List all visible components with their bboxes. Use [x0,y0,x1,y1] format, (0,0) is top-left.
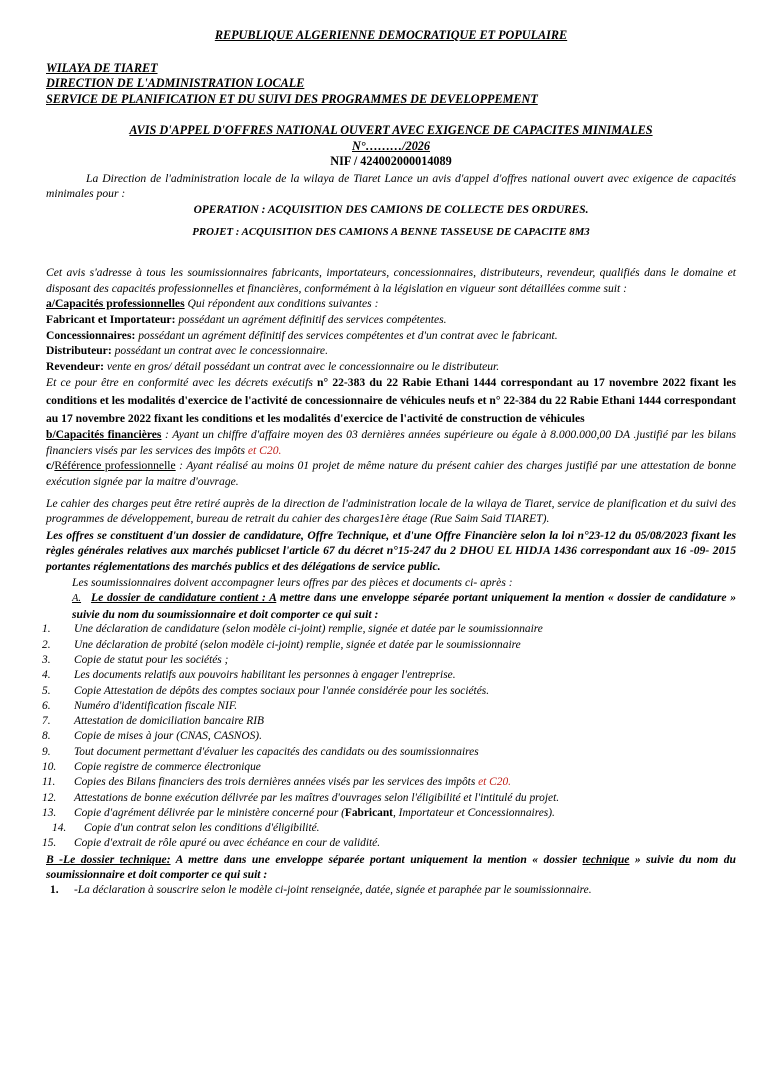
section-b-title: B -Le dossier technique: [46,852,171,866]
projet-line: PROJET : ACQUISITION DES CAMIONS A BENNE TASSEUSE DE CAPACITE 8M3 [192,225,590,238]
section-c-label: Référence professionnelle [54,459,176,473]
candidature-list [42,622,736,851]
revendeur-label: Revendeur: [46,359,104,373]
concessionnaires-label: Concessionnaires: [46,328,136,342]
avis-title: AVIS D'APPEL D'OFFRES NATIONAL OUVERT AVEC EXIGENCE DE CAPACITES MINIMALES [129,123,653,138]
list-item: 3. Copie de statut pour les sociétés ; [42,653,229,666]
avis-number: N°………/2026 [352,138,430,153]
section-b-instructions-2: » suivie du nom du soumissionnaire et doit comporter ce qui suit : [46,852,736,882]
fabricant-line [46,312,736,328]
section-c-text: : Ayant réalisé au moins 01 projet de même nature du présent cahier des charges justifié par une attestation de bonne exécution signée par la maitre d'ouvrage. [46,459,736,488]
revendeur-text: vente en gros/ détail possédant un contrat avec le concessionnaire ou le distributeur. [103,359,500,373]
service-line: SERVICE DE PLANIFICATION ET DU SUIVI DES PROGRAMMES DE DEVELOPPEMENT [46,91,538,106]
fabricant-text: possédant un agrément définitif des services compétentes. [175,313,447,327]
distributeur-label: Distributeur: [46,344,112,358]
list-item: 2. Une déclaration de probité (selon modèle ci-joint) remplie, signée et datée par le soumissionnaire [42,638,521,651]
title-block [46,123,736,170]
revendeur-line [46,359,736,375]
distributeur-line [46,343,736,359]
wilaya-line: WILAYA DE TIARET [46,60,158,75]
section-b-heading [46,852,736,883]
list-item: 12. Attestations de bonne exécution délivrée par les maîtres d'ouvrages selon l'éligibilité et l'intitulé du projet. [42,791,560,804]
list-item: 4. Les documents relatifs aux pouvoirs habilitant les personnes à engager l'entreprise. [42,669,456,682]
reference-professionnelle [46,458,736,489]
list-item: 13. Copie d'agrément délivrée par le ministère concerné pour (Fabricant, Importateur et Concessionnaires). [42,806,555,819]
republic-heading: REPUBLIQUE ALGERIENNE DEMOCRATIQUE ET POPULAIRE [214,28,568,42]
section-c-prefix: c/ [46,459,55,473]
c20-note: et C20. [478,776,512,789]
list-item: 6. Numéro d'identification fiscale NIF. [42,699,238,712]
concessionnaires-line [46,328,736,344]
cahier-paragraph: Le cahier des charges peut être retiré auprès de la direction de l'administration locale de la wilaya de Tiaret, service de planification et du suivi des programmes de développement, bureau de retrait du cahier des charges1ère étage (Rue Saim Said TIARET). [46,496,736,526]
document-page [42,26,737,898]
list-item: 9. Tout document permettant d'évaluer les capacités des candidats ou des soumissionnaires [42,745,479,758]
operation-line: OPERATION : ACQUISITION DES CAMIONS DE COLLECTE DES ORDURES. [193,204,589,217]
section-a-letter: A. [72,593,82,605]
section-a-text: Qui répondent aux conditions suivantes : [184,297,379,311]
section-b-c20: et C20. [247,443,282,457]
section-b-title-2: technique [582,852,630,866]
list-item: 5. Copie Attestation de dépôts des comptes sociaux pour l'année considérée pour les sociétés. [42,684,490,697]
section-b-text: : Ayant un chiffre d'affaire moyen des 03 dernières années supérieure ou égale à 8.000.000,00 DA .justifié par les bilans financiers visés par les services des impôts [46,428,737,457]
decree-paragraph [46,374,736,427]
offres-paragraph: Les offres se constituent d'un dossier de candidature, Offre Technique, et d'une Offre Financière selon la loi n°23-12 du 05/08/2023 fixant les règles générales relatives aux marchés publicset l'article 67 du décret n°15-247 du 2 DHOU EL HIDJA 1436 correspondant aux 16 -09- 2015 portantes réglementations des marchés publics et des délégations de service public. [46,528,736,573]
section-a-heading [46,590,736,622]
section-a-title: Le dossier de candidature contient : A [91,591,277,605]
list-item: 7. Attestation de domiciliation bancaire RIB [42,715,265,728]
decree-text: n° 22-383 du 22 Rabie Ethani 1444 correspondant au 17 novembre 2022 fixant les conditions et les modalités d'exercice de l'activité de concessionnaire de véhicules neufs et n° 22-384 du 22 Rabie Ethani 1444 correspondant au 17 novembre 2022 fixant les conditions et les modalités d'exercice de l'activité de construction de véhicules [46,376,736,425]
direction-line: DIRECTION DE L'ADMINISTRATION LOCALE [46,76,305,91]
section-b-label: b/Capacités financières [46,428,162,442]
concessionnaires-text: possédant un agrément définitif des services compétentes et d'un contrat avec le fabricant. [135,328,558,342]
section-a-instructions: mettre dans une enveloppe séparée portant uniquement la mention « dossier de candidature » suivie du nom du soumissionnaire et doit comporter ce qui suit : [72,591,737,621]
list-item: 1. -La déclaration à souscrire selon le modèle ci-joint renseignée, datée, signée et paraphée par le soumissionnaire. [50,883,592,896]
audience-paragraph: Cet avis s'adresse à tous les soumissionnaires fabricants, importateurs, concessionnaires, distributeurs, revendeur, qualifiés dans le domaine et disposant des capacités professionnelles et financières, conformément à la législation en vigueur sont détaillées comme suit : [46,266,736,295]
list-item: 15. Copie d'extrait de rôle apuré ou avec échéance en cour de validité. [42,837,381,850]
administration-header [46,61,736,108]
technique-list [46,883,736,898]
distributeur-text: possédant un contrat avec le concessionnaire. [111,344,328,358]
capacites-financieres [46,427,736,458]
capacites-professionnelles [46,296,736,312]
section-b-instructions-1: A mettre dans une enveloppe séparée portant uniquement la mention « dossier [170,852,583,866]
fabricant-label: Fabricant et Importateur: [46,313,176,327]
nif-line: NIF / 424002000014089 [330,154,452,169]
list-item: 8. Copie de mises à jour (CNAS, CASNOS). [42,730,262,743]
list-item: 10. Copie registre de commerce électronique [42,760,261,773]
decree-intro: Et ce pour être en conformité avec les décrets exécutifs [46,376,318,390]
section-a-label: a/Capacités professionnelles [46,297,185,311]
intro-text: La Direction de l'administration locale de la wilaya de Tiaret Lance un avis d'appel d'offres national ouvert avec exigence de capacités minimales pour : [46,171,736,201]
accompagner-line: Les soumissionnaires doivent accompagner leurs offres par des pièces et documents ci- après : [72,575,513,589]
list-item: 11. Copies des Bilans financiers des trois dernières années visés par les services des impôts et C20. [42,776,512,789]
list-item: 1. Une déclaration de candidature (selon modèle ci-joint) remplie, signée et datée par le soumissionnaire [42,623,543,636]
list-item: 14. Copie d'un contrat selon les conditions d'éligibilité. [52,822,320,835]
